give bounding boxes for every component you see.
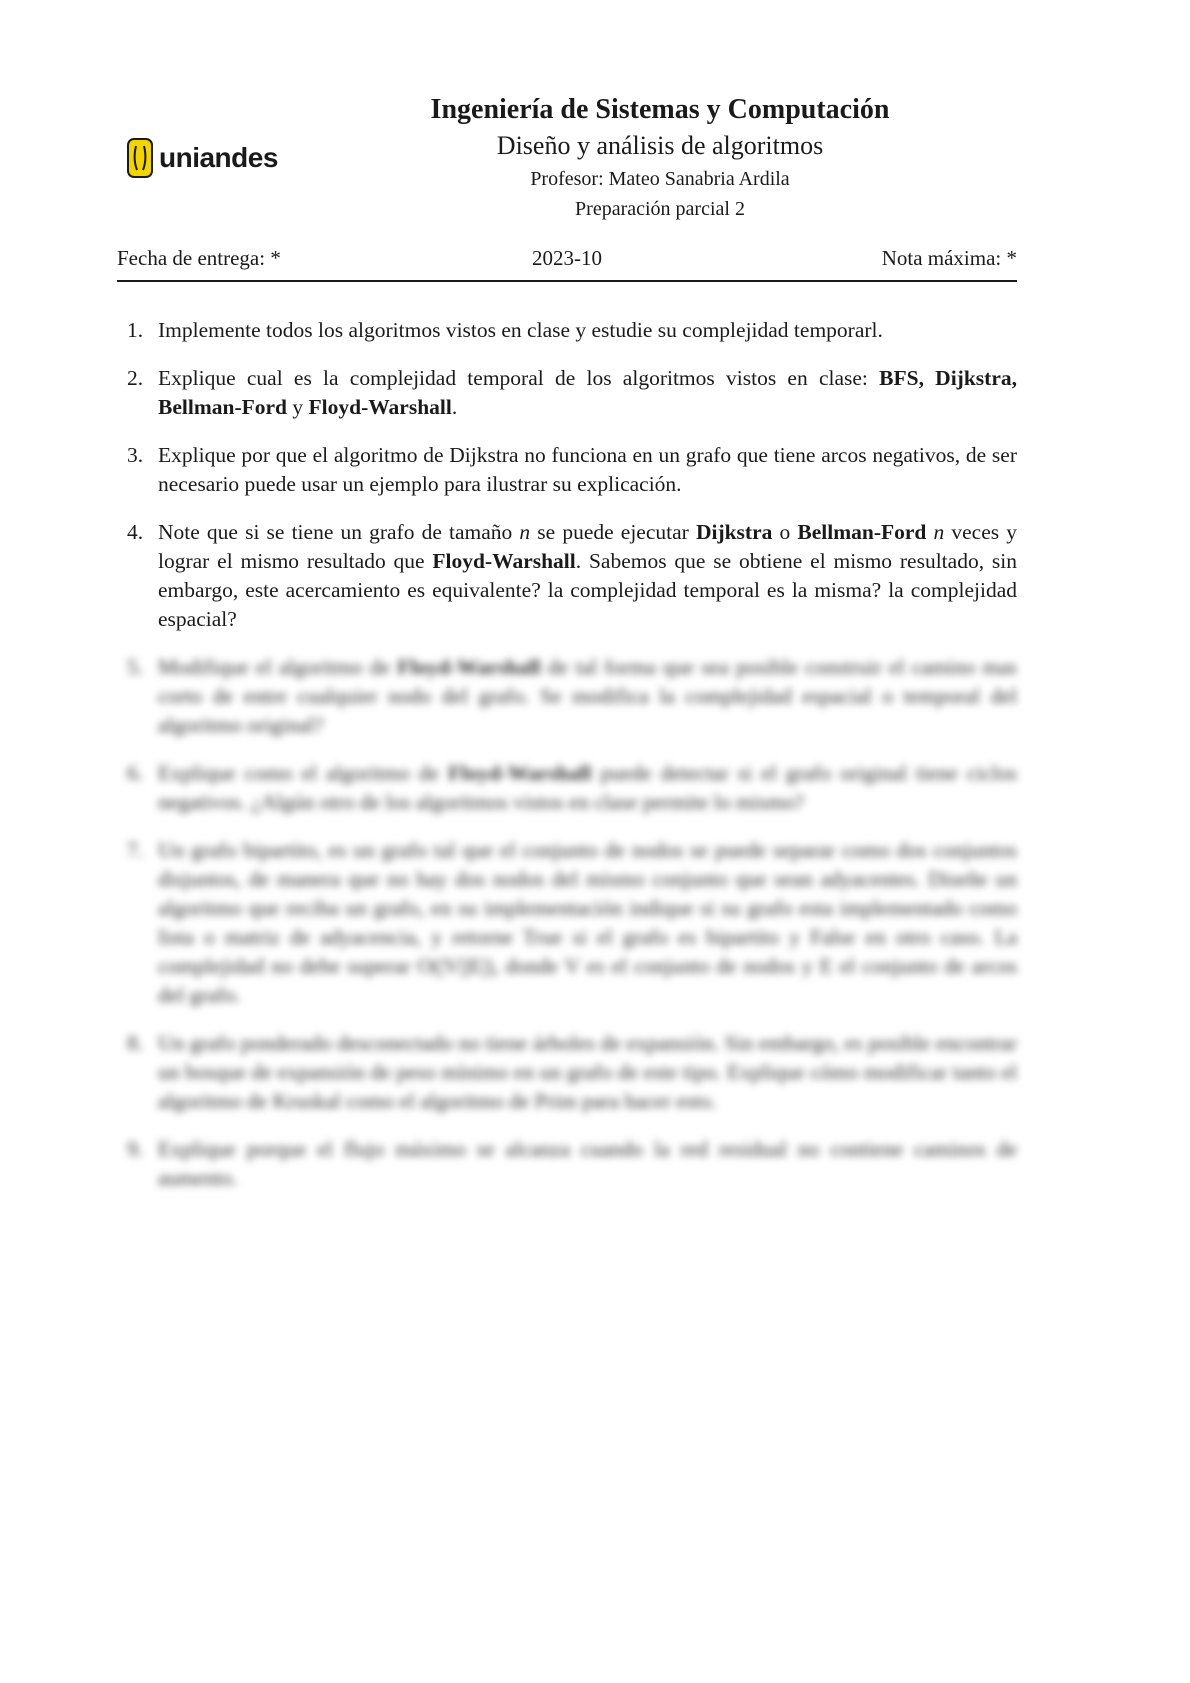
question-number: 9. [127,1137,144,1161]
algorithm-name: BFS, Dijkstra, Bellman-Ford [158,366,1017,419]
math-variable: n [519,520,531,544]
question-text: Explique como el algoritmo de [158,761,448,785]
question-text: . [451,395,458,419]
term: 2023-10 [532,246,602,270]
question-item [117,364,1017,422]
question-item [117,1029,1017,1116]
question-number: 4. [127,520,144,544]
document-header [360,92,960,224]
university-logo [127,138,278,178]
question-item [117,1135,1017,1193]
question-text: o [772,520,798,544]
question-number: 5. [127,655,144,679]
question-number: 8. [127,1031,144,1055]
due-date: Fecha de entrega: * [117,246,281,270]
question-item [117,316,1017,345]
question-list [117,316,1017,1212]
question-text: Un grafo ponderado desconectado no tiene árboles de expansión. Sin embargo, es posible encontrar un bosque de expansión de peso mínimo en un grafo de este tipo. Explique cómo modificar tanto el algoritmo de Kruskal como el algoritmo de Prim para hacer esto. [158,1031,1017,1113]
algorithm-name: Bellman-Ford [797,520,927,544]
question-number: 1. [127,318,144,342]
question-text: Explique porque el flujo máximo se alcanza cuando la red residual no contiene caminos de aumento. [158,1137,1017,1190]
question-text: Note que si se tiene un grafo de tamaño [158,520,520,544]
algorithm-name: Floyd-Warshall [308,395,452,419]
logo-text: uniandes [159,142,278,173]
question-text: . Sabemos que se obtiene el mismo resultado, sin embargo, este acercamiento es equivalente? la complejidad temporal es la misma? la complejidad espacial? [158,549,1017,631]
question-number: 6. [127,761,144,785]
question-text: Explique por que el algoritmo de Dijkstra no funciona en un grafo que tiene arcos negativos, de ser necesario puede usar un ejemplo para ilustrar su explicación. [158,443,1017,496]
question-text [926,520,933,544]
question-item [117,836,1017,1010]
question-item [117,759,1017,817]
question-text: Un grafo bipartito, es un grafo tal que el conjunto de nodos se puede separar como dos conjuntos disjuntos, de manera que no hay dos nodos del mismo conjunto que sean adyacentes. Diseñe un algoritmo que reciba un grafo, en su implementación indique si su grafo esta implementado como lista o matriz de adyacencia, y retorne True si el grafo es bipartito y False en otro caso. La complejidad no debe superar O(|V||E|), donde V es el conjunto de nodos y E el conjunto de arcos del grafo. [158,838,1017,1007]
algorithm-name: Floyd-Warshall [432,549,576,573]
question-text: se puede ejecutar [530,520,696,544]
algorithm-name: Floyd-Warshall [397,655,541,679]
question-text: Implemente todos los algoritmos vistos en clase y estudie su complejidad temporarl. [158,318,883,342]
question-item [117,441,1017,499]
exam-title: Preparación parcial 2 [575,198,745,220]
question-number: 3. [127,443,144,467]
question-text: de tal forma que sea posible construir el camino mas corto de entre cualquier nodo del grafo. Se modifica la complejidad espacial o temporal del algoritmo original? [158,655,1018,737]
institution-title: Ingeniería de Sistemas y Computación [430,94,890,125]
algorithm-name: Dijkstra [695,520,773,544]
question-text: Modifique el algoritmo de [158,655,398,679]
question-number: 2. [127,366,144,390]
question-item [117,653,1017,740]
algorithm-name: Floyd-Warshall [447,761,592,785]
question-text: puede detectar si el grafo original tiene ciclos negativos. ¿Algún otro de los algoritmos vistos en clase permite lo mismo? [158,761,1017,814]
question-number: 7. [127,838,144,862]
question-text: Explique cual es la complejidad temporal de los algoritmos vistos en clase: [158,366,880,390]
math-variable: n [933,520,945,544]
question-text: veces y lograr el mismo resultado que [158,520,1017,573]
professor-name: Profesor: Mateo Sanabria Ardila [530,168,790,190]
question-item [117,518,1017,634]
info-bar [117,244,1017,282]
max-grade: Nota máxima: * [881,246,1017,270]
uniandes-logo-icon [127,138,153,178]
question-text: y [287,395,309,419]
course-title: Diseño y análisis de algoritmos [496,131,824,160]
